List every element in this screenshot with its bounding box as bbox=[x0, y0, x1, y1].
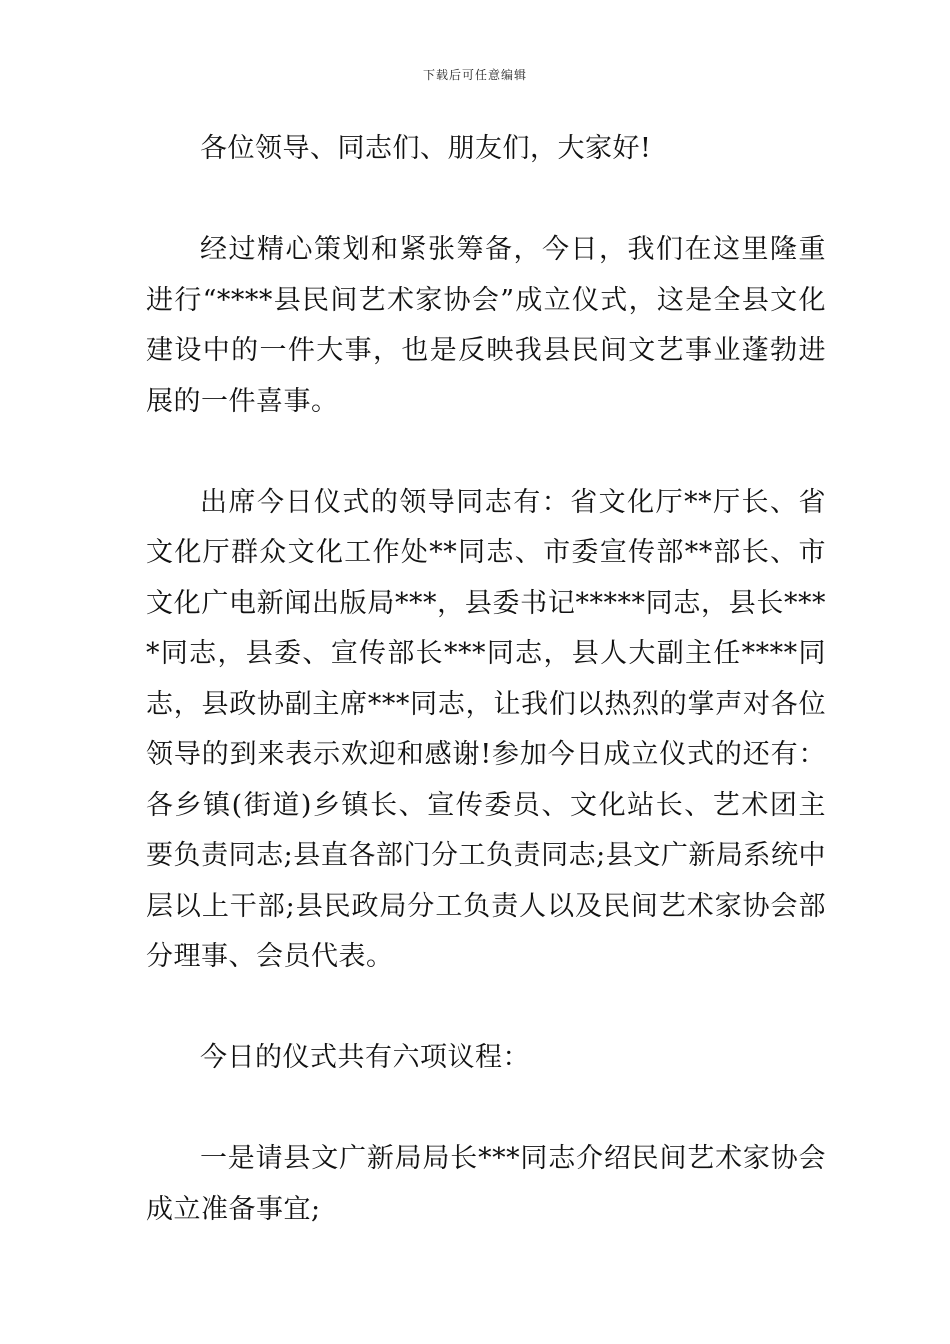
document-body bbox=[146, 124, 826, 1235]
attendees-paragraph: 出席今日仪式的领导同志有：省文化厅**厅长、省文化厅群众文化工作处**同志、市委宣传部**部长、市文化广电新闻出版局***，县委书记*****同志，县长****同志，县委、宣传部长***同志，县人大副主任****同志，县政协副主席***同志，让我们以热烈的掌声对各位领导的到来表示欢迎和感谢!参加今日成立仪式的还有：各乡镇(街道)乡镇长、宣传委员、文化站长、艺术团主要负责同志;县直各部门分工负责同志;县文广新局系统中层以上干部;县民政局分工负责人以及民间艺术家协会部分理事、会员代表。 bbox=[146, 486, 826, 972]
intro-paragraph: 经过精心策划和紧张筹备，今日，我们在这里隆重进行“****县民间艺术家协会”成立仪式，这是全县文化建设中的一件大事，也是反映我县民间文艺事业蓬勃进展的一件喜事。 bbox=[146, 234, 826, 417]
agenda-item-paragraph: 一是请县文广新局局长***同志介绍民间艺术家协会成立准备事宜; bbox=[146, 1143, 826, 1225]
agenda-intro-paragraph: 今日的仪式共有六项议程： bbox=[200, 1042, 530, 1073]
header-note: 下载后可任意编辑 bbox=[422, 68, 527, 82]
greeting-paragraph: 各位领导、同志们、朋友们，大家好! bbox=[200, 133, 652, 164]
